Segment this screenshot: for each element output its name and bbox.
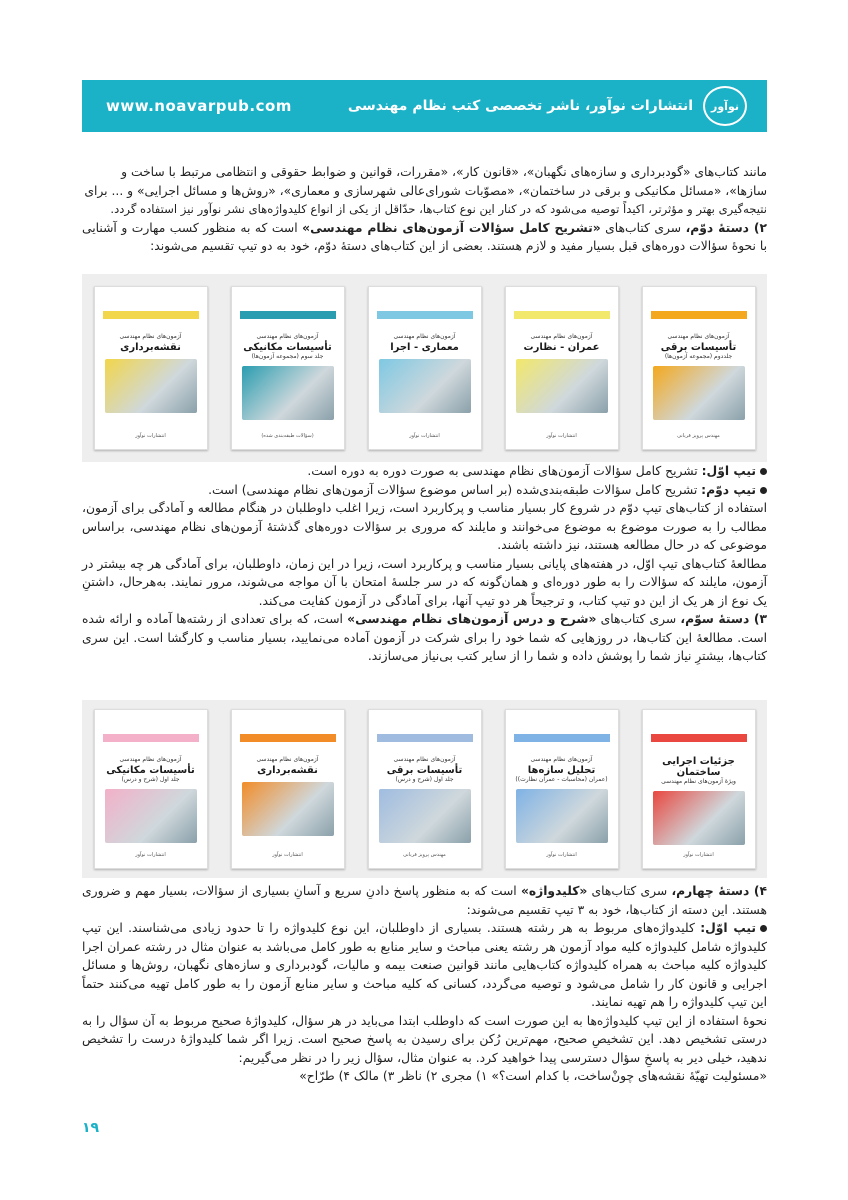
book-sub: ویژۀ آزمون‌های نظام مهندسی [661, 778, 736, 785]
book-cover [505, 286, 619, 450]
header-banner [82, 80, 767, 132]
book-series: آزمون‌های نظام مهندسی [256, 756, 319, 763]
type-one-usage-paragraph: مطالعۀ کتاب‌های تیپ اوّل، در هفته‌های پایانی بسیار مناسب و پرکاربرد است، زیرا در این زمان، داوطلبان، برای آمادگی هر چه بیشتر در آزمون، مایلند که سؤالات را به طور دوره‌ای و همان‌گونه که در سر جلسۀ امتحان با آن مواجه می‌شوند، مرور نمایند. به‌هرحال، داشتنِ یک نوع از هر یک از این دو تیپ کتاب، و ترجیحاً هر دو تیپ آنها، برای آمادگی در آزمون کفایت می‌کند. [82, 556, 767, 608]
bullet-icon [760, 487, 767, 494]
cover-color-bar [240, 311, 336, 319]
category-four-title: «کلیدواژه» [520, 884, 588, 898]
cover-color-bar [377, 734, 473, 742]
bullet-icon [760, 925, 767, 932]
book-sub: (عمران (محاسبات - عمران نظارت)) [515, 776, 608, 783]
book-title: تأسیسات برقی [386, 765, 463, 776]
category-four-paragraph [82, 882, 767, 919]
book-cover [505, 709, 619, 869]
book-title: تأسیسات مکانیکی [106, 765, 195, 776]
bullet-icon [760, 468, 767, 475]
book-author: مهندس پرویز قربانی [677, 433, 720, 439]
website-url[interactable]: www.noavarpub.com [106, 97, 292, 115]
book-series: آزمون‌های نظام مهندسی [530, 756, 593, 763]
book-cover [368, 286, 482, 450]
book-cover [231, 286, 345, 450]
book-series: آزمون‌های نظام مهندسی [393, 333, 456, 340]
book-series: آزمون‌های نظام مهندسی [667, 333, 730, 340]
book-strip-two [82, 700, 767, 878]
type-two-usage-paragraph: استفاده از کتاب‌های تیپ دوّم در شروع کار بسیار مناسب و پرکاربرد است، زیرا اغلب داوطلبان در هنگام مطالعه و آمادگی برای آزمون، مطالب را به صورت موضوع به موضوع می‌خوانند و مایلند که مروری بر سؤالات دوره‌های گذشتۀ آزمون‌های نظام مهندسی، براساس موضوعی که در حال مطالعه هستند، نیز داشته باشند. [82, 501, 767, 552]
book-series: آزمون‌های نظام مهندسی [530, 333, 593, 340]
intro-line-2: سازها»، «مسائل مکانیکی و برقی در ساختمان»، «مصوّبات شورای‌عالی شهرسازی و معماری»، «روش‌ها و مسائل اجرایی» و ... برای [84, 183, 767, 198]
category-three-paragraph [82, 610, 767, 666]
book-cover [94, 286, 208, 450]
book-strip-one [82, 274, 767, 462]
cover-color-bar [103, 311, 199, 319]
intro-paragraph [82, 163, 767, 256]
type-two-item [82, 481, 767, 500]
logo-text: نوآور [711, 99, 739, 113]
book-author: انتشارات نوآور [135, 852, 166, 858]
book-title: عمران - نظارت [523, 342, 600, 353]
category-two-lead: ۲) دستۀ دوّم، [685, 220, 768, 235]
cover-color-bar [240, 734, 336, 742]
type-one-text: تشریح کامل سؤالات آزمون‌های نظام مهندسی به صورت دوره به دوره است. [307, 464, 702, 478]
book-title: تحلیل سازه‌ها [527, 765, 596, 776]
category-two-title: «تشریح کامل سؤالات آزمون‌های نظام مهندسی» [302, 220, 601, 235]
book-cover [642, 286, 756, 450]
header-brand [348, 86, 747, 126]
publisher-logo [703, 86, 747, 126]
book-author: (سؤالات طبقه‌بندی شده) [261, 433, 314, 439]
cover-image [516, 359, 608, 413]
book-sub: جلددوم (مجموعه آزمون‌ها) [664, 353, 733, 360]
category-two-paragraph [82, 219, 767, 256]
category-four-section [82, 882, 767, 1086]
intro-line-3: نتیجه‌گیری بهتر و مؤثرتر، اکیداً توصیه می‌شود که در کنار این نوع کتاب‌ها، حدّاقل از یکی از انواع کلیدواژه‌های نشر نوآور نیز استفاده گردد. [110, 202, 767, 216]
category-three-title: «شرح و درس آزمون‌های نظام مهندسی» [347, 612, 597, 626]
book-author: انتشارات نوآور [135, 433, 166, 439]
category-three-lead: ۳) دستۀ سوّم، [680, 612, 767, 626]
book-author: انتشارات نوآور [409, 433, 440, 439]
category-two-pre: سری کتاب‌های [600, 220, 686, 235]
sample-question: «مسئولیت تهیّۀ نقشه‌های چون‌ْساخت، با کدام است؟» ۱) مجری ۲) ناظر ۳) مالک ۴) طرّاح» [299, 1069, 767, 1083]
cover-image [105, 789, 197, 843]
book-series: آزمون‌های نظام مهندسی [393, 756, 456, 763]
book-series: آزمون‌های نظام مهندسی [119, 333, 182, 340]
book-cover [94, 709, 208, 869]
book-title: تأسیسات برقی [660, 342, 737, 353]
type-two-text: تشریح کامل سؤالات طبقه‌بندی‌شده (بر اساس موضوع سؤالات آزمون‌های نظام مهندسی) است. [208, 482, 702, 497]
cover-image [105, 359, 197, 413]
cover-image [379, 789, 471, 843]
type-two-lead: تیپ دوّم: [701, 482, 756, 497]
book-title: نقشه‌برداری [257, 765, 318, 776]
book-sub: جلد سوم (مجموعه آزمون‌ها) [251, 353, 324, 360]
book-title: معماری - اجرا [390, 342, 459, 353]
book-sub: جلد اول (شرح و درس) [121, 776, 180, 783]
type-one-lead: تیپ اوّل: [701, 464, 756, 478]
page-number: ۱۹ [82, 1120, 100, 1136]
book-title: جزئیات اجرایی ساختمان [662, 756, 735, 778]
cover-image [516, 789, 608, 843]
cover-image [379, 359, 471, 413]
cover-image [242, 366, 334, 420]
book-author: مهندس پرویز قربانی [403, 852, 446, 858]
types-section [82, 462, 767, 666]
keyword-type-one-paragraph [82, 919, 767, 1012]
cover-image [242, 782, 334, 836]
book-author: انتشارات نوآور [546, 433, 577, 439]
category-three-pre: سری کتاب‌های [596, 612, 681, 626]
category-four-rest: است که به منظور پاسخ دادنِ سریع و آسانِ بسیاری از سؤالات، بسیار مهم و ضروری هستند. این دسته از کتاب‌ها، خود به ۳ تیپ تقسیم می‌شوند: [82, 884, 767, 917]
category-four-lead: ۴) دستۀ چهارم، [671, 884, 767, 898]
cover-color-bar [514, 311, 610, 319]
book-title: نقشه‌برداری [120, 342, 181, 353]
book-cover [231, 709, 345, 869]
category-three-rest: است، که برای تعدادی از رشته‌ها آماده و ارائه شده است. مطالعۀ این کتاب‌ها، در روزهایی که شما خود را برای شرکت در آزمون آماده می‌نمایید، بسیار مناسب و کارگشا است. این سری کتاب‌ها، بیشترِ نیاز شما را پوشش داده و شما را از سایر کتب بی‌نیاز می‌سازند. [82, 612, 767, 663]
category-two-rest: است که به منظور کسب مهارت و آشنایی با نحوۀ سؤالات دوره‌های قبل بسیار مفید و لازم هستند. بعضی از این کتاب‌های دستۀ دوّم، خود به دو تیپ تقسیم می‌شوند: [82, 220, 767, 253]
cover-color-bar [377, 311, 473, 319]
book-title: تأسیسات مکانیکی [243, 342, 332, 353]
cover-color-bar [514, 734, 610, 742]
keyword-usage-paragraph: نحوۀ استفاده از این تیپ کلیدواژه‌ها به این صورت است که داوطلب ابتدا می‌باید در هر سؤال، کلیدواژۀ صحیح مربوط به آن سؤال را به درستی تشخیص دهد. این تشخیصِ صحیح، مهم‌ترین رُکن برای رسیدن به پاسخ صحیح است. زیرا اگر شما کلیدواژۀ درست را تشخیص ندهید، خیلی دیر به پاسخِ سؤال دسترسی پیدا خواهید کرد. به عنوان مثال، سؤال زیر را در نظر می‌گیریم: [82, 1013, 767, 1065]
book-cover [642, 709, 756, 869]
type-one-item [82, 462, 767, 481]
book-author: انتشارات نوآور [546, 852, 577, 858]
keyword-type-one-lead: تیپ اوّل: [700, 921, 756, 935]
cover-image [653, 791, 745, 845]
book-series: آزمون‌های نظام مهندسی [119, 756, 182, 763]
cover-color-bar [103, 734, 199, 742]
book-cover [368, 709, 482, 869]
keyword-type-one-text: کلیدواژه‌های مربوط به هر رشته هستند. بسیاری از داوطلبان، این نوع کلیدواژه را تا حدود زیادی می‌شناسند. این تیپ کلیدواژه شامل کلیدواژه کلیه مواد آزمون هر رشته یعنی مباحث و سایر منابع به طور کامل می‌باشد به عنوان مثال در رشته عمران اجرا کلیدواژه کلیه مباحث به همراه کلیدواژه کتاب‌هایی مانند قوانین صنعت بیمه و مالیات، گودبرداری و سازه‌های نگهبان، روش‌ها و مسائل اجرایی و قانون کار را شامل می‌شود و توصیه می‌گردد، کسانی که کلیه مباحث و سایر منابع آزمون را به طور کامل تهیه می‌کنند حتماً این تیپ کلیدواژه را هم تهیه نمایند. [82, 921, 767, 1009]
book-sub: جلد اول (شرح و درس) [395, 776, 454, 783]
book-author: انتشارات نوآور [272, 852, 303, 858]
cover-image [653, 366, 745, 420]
cover-color-bar [651, 734, 747, 742]
cover-color-bar [651, 311, 747, 319]
category-four-pre: سری کتاب‌های [587, 884, 672, 898]
intro-line-1: مانند کتاب‌های «گودبرداری و سازه‌های نگهبان»، «قانون کار»، «مقررات، قوانین و ضوابط حقوقی و انتظامی مرتبط با ساخت و [121, 165, 767, 179]
book-series: آزمون‌های نظام مهندسی [256, 333, 319, 340]
publisher-slogan: انتشارات نوآور، ناشر تخصصی کتب نظام مهندسی [347, 98, 693, 114]
book-author: انتشارات نوآور [683, 852, 714, 858]
